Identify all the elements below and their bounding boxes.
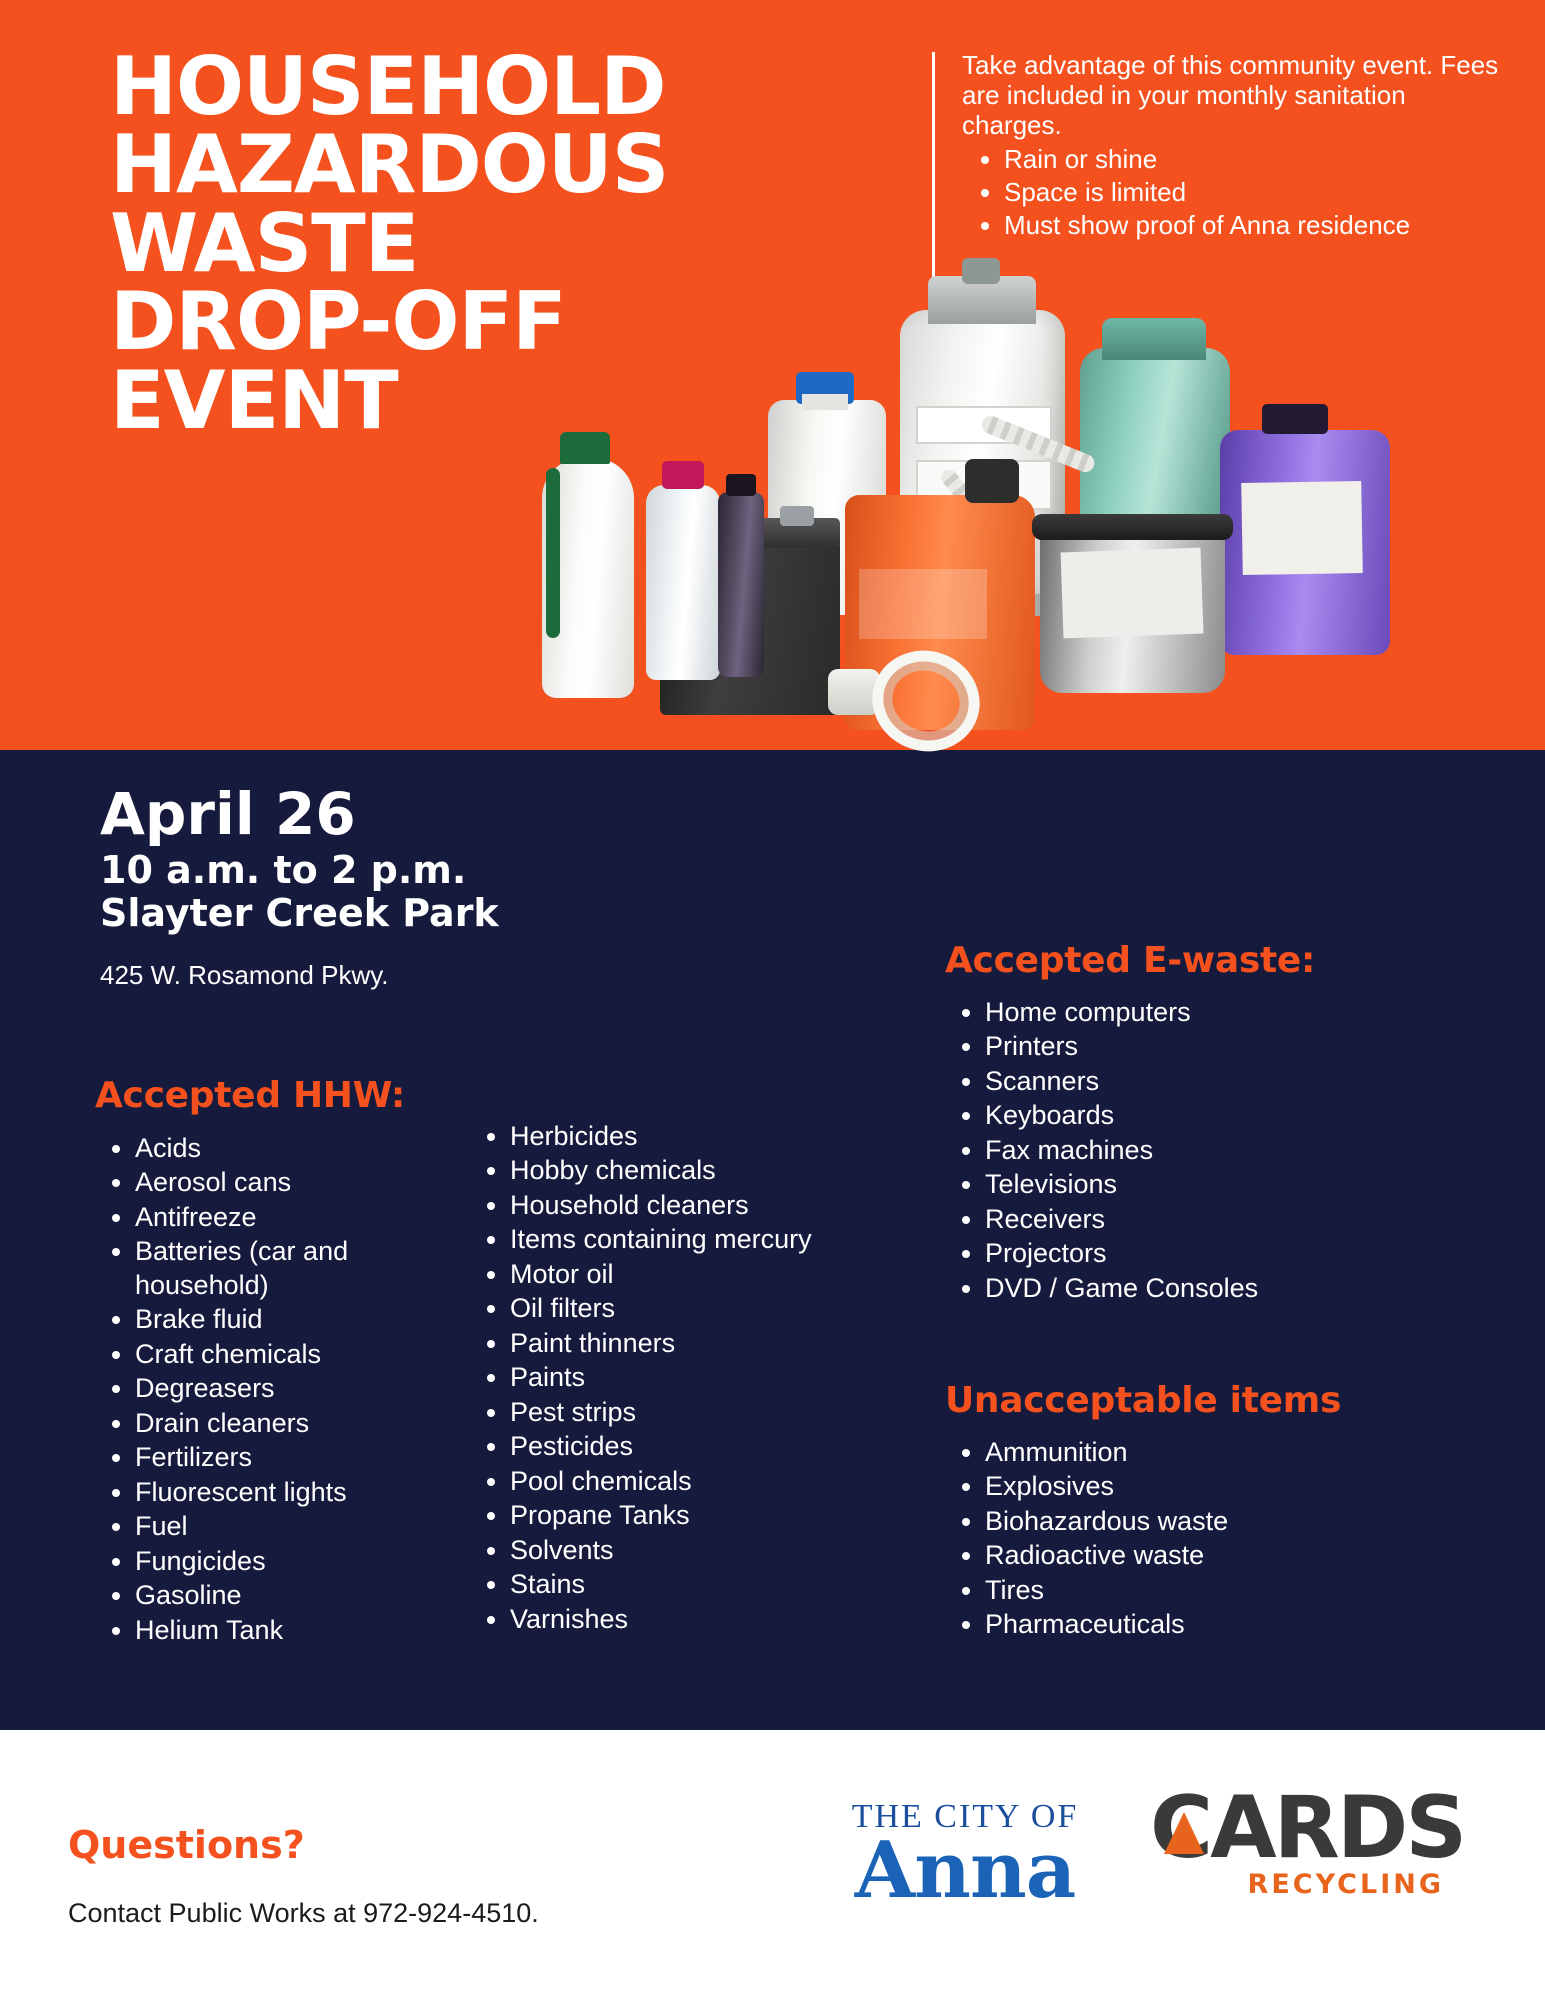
fluorescent-bulb-icon: [828, 645, 958, 735]
dark-bottle-icon: [718, 492, 764, 677]
headline-line-5: EVENT: [110, 353, 398, 447]
hhw-list-column-2: [470, 1120, 870, 1637]
contact-info: Contact Public Works at 972-924-4510.: [68, 1898, 539, 1928]
list-item: • Gasoline: [135, 1579, 475, 1612]
list-item: • Helium Tank: [135, 1614, 475, 1647]
list-item: • Fluorescent lights: [135, 1476, 475, 1509]
ewaste-list: [945, 996, 1445, 1306]
list-item: • Items containing mercury: [510, 1223, 870, 1256]
list-item: • Antifreeze: [135, 1201, 475, 1234]
list-item: • Fuel: [135, 1510, 475, 1543]
paint-bucket-icon: [1040, 528, 1225, 693]
list-item: • Pesticides: [510, 1430, 870, 1463]
event-details: [100, 780, 720, 991]
list-item: • Keyboards: [985, 1099, 1445, 1132]
list-item: • Herbicides: [510, 1120, 870, 1153]
cards-wordmark: CARDS: [1150, 1778, 1465, 1878]
list-item: • Hobby chemicals: [510, 1154, 870, 1187]
unacceptable-section-heading: Unacceptable items: [945, 1380, 1342, 1421]
headline-line-2: HAZARDOUS: [110, 118, 669, 212]
list-item: • Televisions: [985, 1168, 1445, 1201]
mountain-icon: [1164, 1812, 1204, 1854]
headline-line-3: WASTE: [110, 196, 419, 290]
list-item: • Craft chemicals: [135, 1338, 475, 1371]
event-time: 10 a.m. to 2 p.m.: [100, 848, 467, 892]
questions-heading: Questions?: [68, 1823, 305, 1867]
list-item: • DVD / Game Consoles: [985, 1272, 1445, 1305]
list-item: • Varnishes: [510, 1603, 870, 1636]
list-item: • Printers: [985, 1030, 1445, 1063]
note-bullet-list: [962, 144, 1502, 240]
list-item: • Pharmaceuticals: [985, 1608, 1445, 1641]
list-item: • Propane Tanks: [510, 1499, 870, 1532]
list-item: • Household cleaners: [510, 1189, 870, 1222]
list-item: • Biohazardous waste: [985, 1505, 1445, 1538]
note-intro: Take advantage of this community event. Fees are included in your monthly sanitation charges.: [962, 50, 1499, 141]
event-location-name: Slayter Creek Park: [100, 890, 499, 935]
list-item: • Pool chemicals: [510, 1465, 870, 1498]
event-note: [962, 50, 1502, 242]
headline-line-4: DROP-OFF: [110, 275, 566, 369]
event-date: April 26: [100, 780, 356, 848]
list-item: • Radioactive waste: [985, 1539, 1445, 1572]
vertical-divider: [932, 52, 935, 302]
list-item: • Solvents: [510, 1534, 870, 1567]
list-item: • Stains: [510, 1568, 870, 1601]
list-item: • Paint thinners: [510, 1327, 870, 1360]
hhw-list-column-1: [95, 1132, 475, 1648]
cleaner-bottle-icon: [542, 458, 634, 698]
spray-bottle-icon: [646, 485, 720, 680]
ewaste-section-heading: Accepted E-waste:: [945, 940, 1316, 981]
list-item: • Acids: [135, 1132, 475, 1165]
purple-jug-icon: [1220, 430, 1390, 655]
cards-recycling-logo: [1150, 1778, 1465, 1901]
list-item: • Brake fluid: [135, 1303, 475, 1336]
list-item: • Degreasers: [135, 1372, 475, 1405]
cards-subtitle: RECYCLING: [1247, 1869, 1444, 1901]
list-item: • Scanners: [985, 1065, 1445, 1098]
list-item: • Ammunition: [985, 1436, 1445, 1469]
city-of-anna-tagline: THE CITY OF: [851, 1798, 1079, 1835]
list-item: • Fertilizers: [135, 1441, 475, 1474]
list-item: • Drain cleaners: [135, 1407, 475, 1440]
list-item: • Oil filters: [510, 1292, 870, 1325]
city-of-anna-wordmark: Anna: [854, 1825, 1076, 1916]
list-item: • Pest strips: [510, 1396, 870, 1429]
list-item: • Projectors: [985, 1237, 1445, 1270]
list-item: • Fungicides: [135, 1545, 475, 1578]
city-of-anna-logo: [800, 1798, 1130, 1916]
hhw-section-heading: Accepted HHW:: [95, 1075, 406, 1116]
list-item: • Motor oil: [510, 1258, 870, 1291]
event-address: 425 W. Rosamond Pkwy.: [100, 960, 389, 991]
list-item: • Paints: [510, 1361, 870, 1394]
list-item: • Space is limited: [1004, 177, 1502, 208]
list-item: • Fax machines: [985, 1134, 1445, 1167]
list-item: • Receivers: [985, 1203, 1445, 1236]
list-item: • Must show proof of Anna residence: [1004, 210, 1502, 241]
list-item: • Tires: [985, 1574, 1445, 1607]
list-item: • Rain or shine: [1004, 144, 1502, 175]
list-item: • Batteries (car and household): [135, 1235, 475, 1302]
list-item: • Aerosol cans: [135, 1166, 475, 1199]
unacceptable-list: [945, 1436, 1445, 1643]
hazardous-products-photo: [660, 310, 1460, 880]
list-item: • Explosives: [985, 1470, 1445, 1503]
list-item: • Home computers: [985, 996, 1445, 1029]
headline-line-1: HOUSEHOLD: [110, 40, 666, 133]
